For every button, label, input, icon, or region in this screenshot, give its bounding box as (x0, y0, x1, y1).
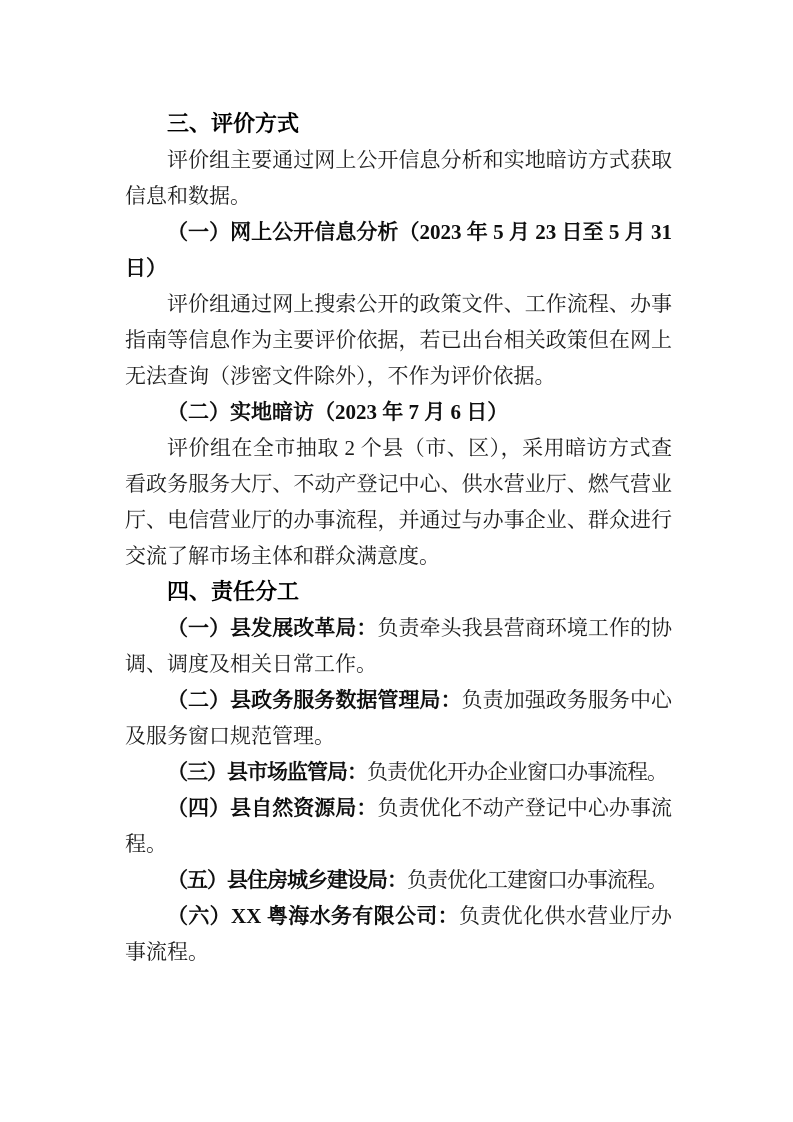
section-heading-evaluation-method: 三、评价方式 (167, 111, 300, 136)
responsibility-item-housing-construction (125, 862, 672, 898)
responsibility-org-label: （五）县住房城乡建设局： (167, 868, 407, 892)
responsibility-item-market-supervision (125, 754, 672, 790)
paragraph-online-info-analysis: 评价组通过网上搜索公开的政策文件、工作流程、办事指南等信息作为主要评价依据，若已出台相关政策但在网上无法查询（涉密文件除外），不作为评价依据。 (125, 292, 672, 388)
responsibility-item-govservice-data (125, 682, 672, 754)
responsibility-duty-text: 负责优化工建窗口办事流程。 (407, 868, 667, 892)
document-content (125, 106, 672, 970)
responsibility-org-label: （二）县政务服务数据管理局： (167, 688, 462, 712)
paragraph-site-visit: 评价组在全市抽取 2 个县（市、区），采用暗访方式查看政务服务大厅、不动产登记中心、供水营业厅、燃气营业厅、电信营业厅的办事流程，并通过与办事企业、群众进行交流了解市场主体和群众满意度。 (125, 436, 672, 568)
subheading-site-visit: （二）实地暗访（2023 年 7 月 6 日） (167, 400, 509, 424)
paragraph-evaluation-overview: 评价组主要通过网上公开信息分析和实地暗访方式获取信息和数据。 (125, 148, 672, 208)
responsibility-org-label: （四）县自然资源局： (167, 796, 378, 820)
responsibility-duty-text: 负责牵头我县营商环境工作的协调、调度及相关日常工作。 (125, 616, 673, 676)
responsibility-org-label: （三）县市场监管局： (167, 760, 367, 784)
responsibility-duty-text: 负责加强政务服务中心及服务窗口规范管理。 (125, 688, 672, 748)
responsibility-duty-text: 负责优化不动产登记中心办事流程。 (125, 796, 673, 856)
responsibility-item-natural-resources (125, 790, 672, 862)
section-heading-responsibility: 四、责任分工 (167, 579, 300, 604)
subheading-online-info-analysis: （一）网上公开信息分析（2023 年 5 月 23 日至 5 月 31 日） (125, 220, 672, 280)
responsibility-duty-text: 负责优化开办企业窗口办事流程。 (367, 760, 667, 784)
responsibility-item-development-reform (125, 610, 672, 682)
responsibility-duty-text: 负责优化供水营业厅办事流程。 (125, 904, 672, 964)
responsibility-org-label: （一）县发展改革局： (167, 616, 378, 640)
responsibility-item-water-company (125, 898, 672, 970)
responsibility-org-label: （六）XX 粤海水务有限公司： (167, 904, 459, 928)
